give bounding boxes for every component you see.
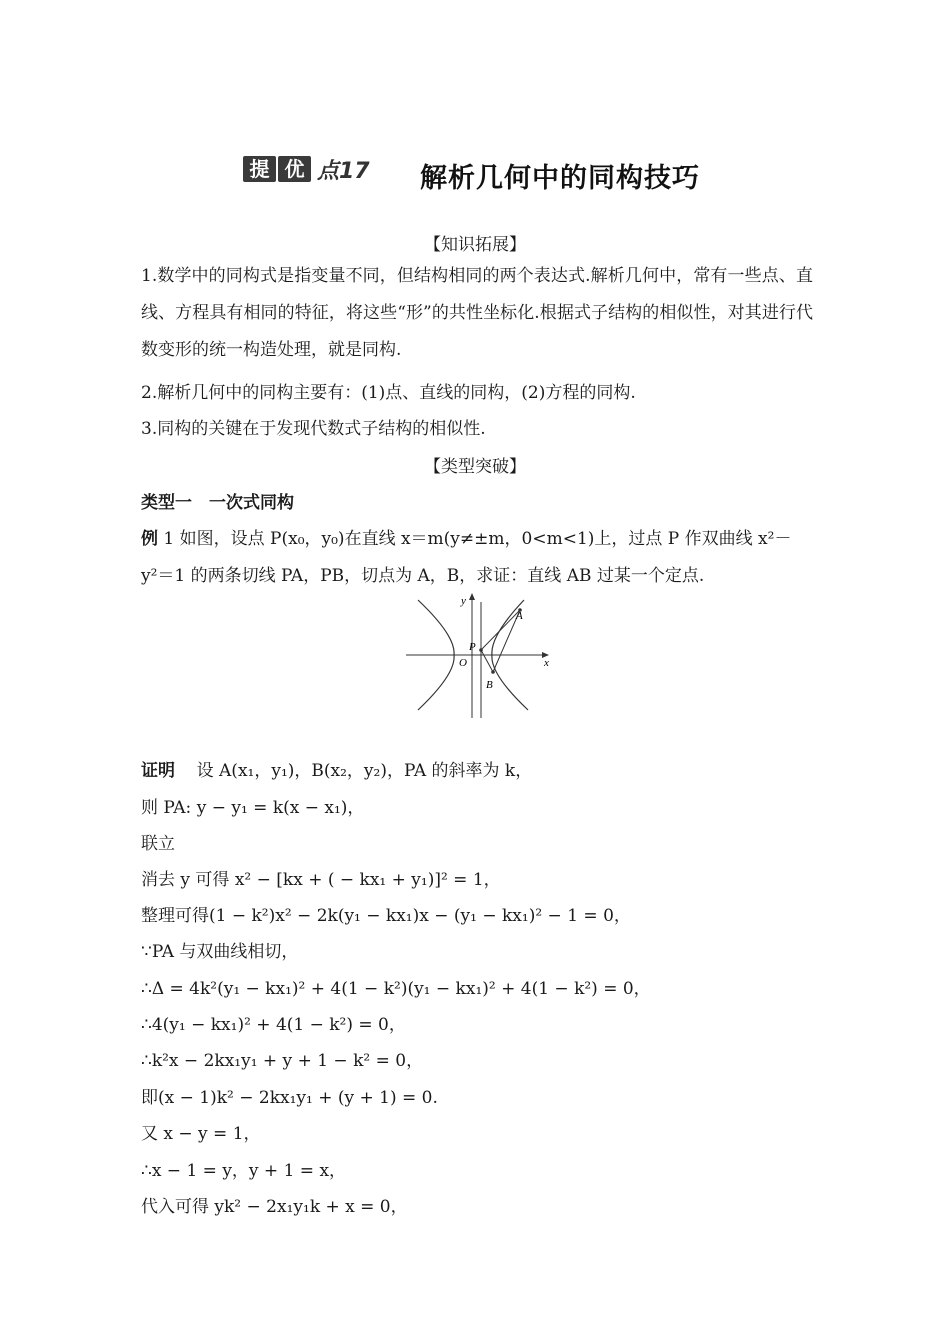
proof-line-10: 即(x − 1)k² − 2kx₁y₁ + (y + 1) = 0. (141, 1088, 438, 1108)
example-label: 例 (141, 529, 158, 549)
proof-line-4: 消去 y 可得 x² − [kx + ( − kx₁ + y₁)]² = 1， (141, 870, 501, 890)
title-row (0, 150, 950, 200)
knowledge-paragraph-1: 1.数学中的同构式是指变量不同，但结构相同的两个表达式.解析几何中，常有一些点、直线、方程具有相同的特征，将这些“形”的共性坐标化.根据式子结构的相似性，对其进行代数变形的统一构造处理，就是同构. (141, 266, 813, 360)
proof-line-6: ∵PA 与双曲线相切， (141, 942, 299, 962)
point-p-label: P (469, 641, 476, 653)
y-axis-label: y (461, 595, 466, 607)
origin-label: O (459, 657, 467, 669)
proof-line-13: 代入可得 yk² − 2x₁y₁k + x = 0， (141, 1197, 408, 1217)
title-badge (243, 155, 370, 183)
badge-char-2: 优 (278, 156, 311, 182)
hyperbola-svg (404, 592, 554, 722)
proof-line-5: 整理可得(1 − k²)x² − 2k(y₁ − kx₁)x − (y₁ − kx₁)² − 1 = 0， (141, 906, 631, 926)
tangent-pb (481, 650, 493, 672)
proof-line-7: ∴Δ = 4k²(y₁ − kx₁)² + 4(1 − k²)(y₁ − kx₁)² + 4(1 − k²) = 0， (141, 979, 651, 999)
badge-suffix: 点17 (317, 158, 370, 184)
proof-line-1 (141, 756, 532, 781)
hyperbola-figure (404, 592, 554, 726)
point-b-dot (491, 670, 495, 674)
tangent-pa (481, 610, 520, 650)
example-text-2: y²＝1 的两条切线 PA，PB，切点为 A，B，求证：直线 AB 过某一个定点. (141, 566, 705, 586)
knowledge-paragraph-2: 2.解析几何中的同构主要有：(1)点、直线的同构，(2)方程的同构. (141, 383, 636, 403)
point-a-label: A (516, 610, 523, 622)
proof-label: 证明 (141, 761, 175, 781)
example-line-1 (141, 524, 791, 549)
knowledge-paragraph-3: 3.同构的关键在于发现代数式子结构的相似性. (141, 419, 486, 439)
point-b-label: B (486, 679, 493, 691)
badge-char-1: 提 (243, 156, 276, 182)
proof-line-12: ∴x − 1 = y，y + 1 = x， (141, 1161, 347, 1181)
example-number: 1 (163, 529, 175, 549)
y-axis-arrow (469, 593, 475, 600)
point-p-dot (479, 648, 483, 652)
proof-line-11: 又 x − y = 1， (141, 1124, 261, 1144)
types-heading: 【类型突破】 (424, 457, 526, 477)
proof-line-2: 则 PA: y − y₁ = k(x − x₁)， (141, 798, 365, 818)
proof-line-9: ∴k²x − 2kx₁y₁ + y + 1 − k² = 0， (141, 1051, 424, 1071)
type-one-heading: 类型一 一次式同构 (141, 493, 294, 513)
knowledge-heading: 【知识拓展】 (424, 235, 526, 255)
example-text-1: 如图，设点 P(x₀，y₀)在直线 x＝m(y≠±m，0<m<1)上，过点 P 作双曲线 x²－ (179, 529, 792, 549)
proof-text-1: 设 A(x₁，y₁)，B(x₂，y₂)，PA 的斜率为 k， (196, 761, 533, 781)
x-axis-label: x (544, 657, 549, 669)
proof-line-3: 联立 (141, 834, 175, 854)
page-title: 解析几何中的同构技巧 (420, 163, 700, 194)
proof-line-8: ∴4(y₁ − kx₁)² + 4(1 − k²) = 0， (141, 1015, 406, 1035)
